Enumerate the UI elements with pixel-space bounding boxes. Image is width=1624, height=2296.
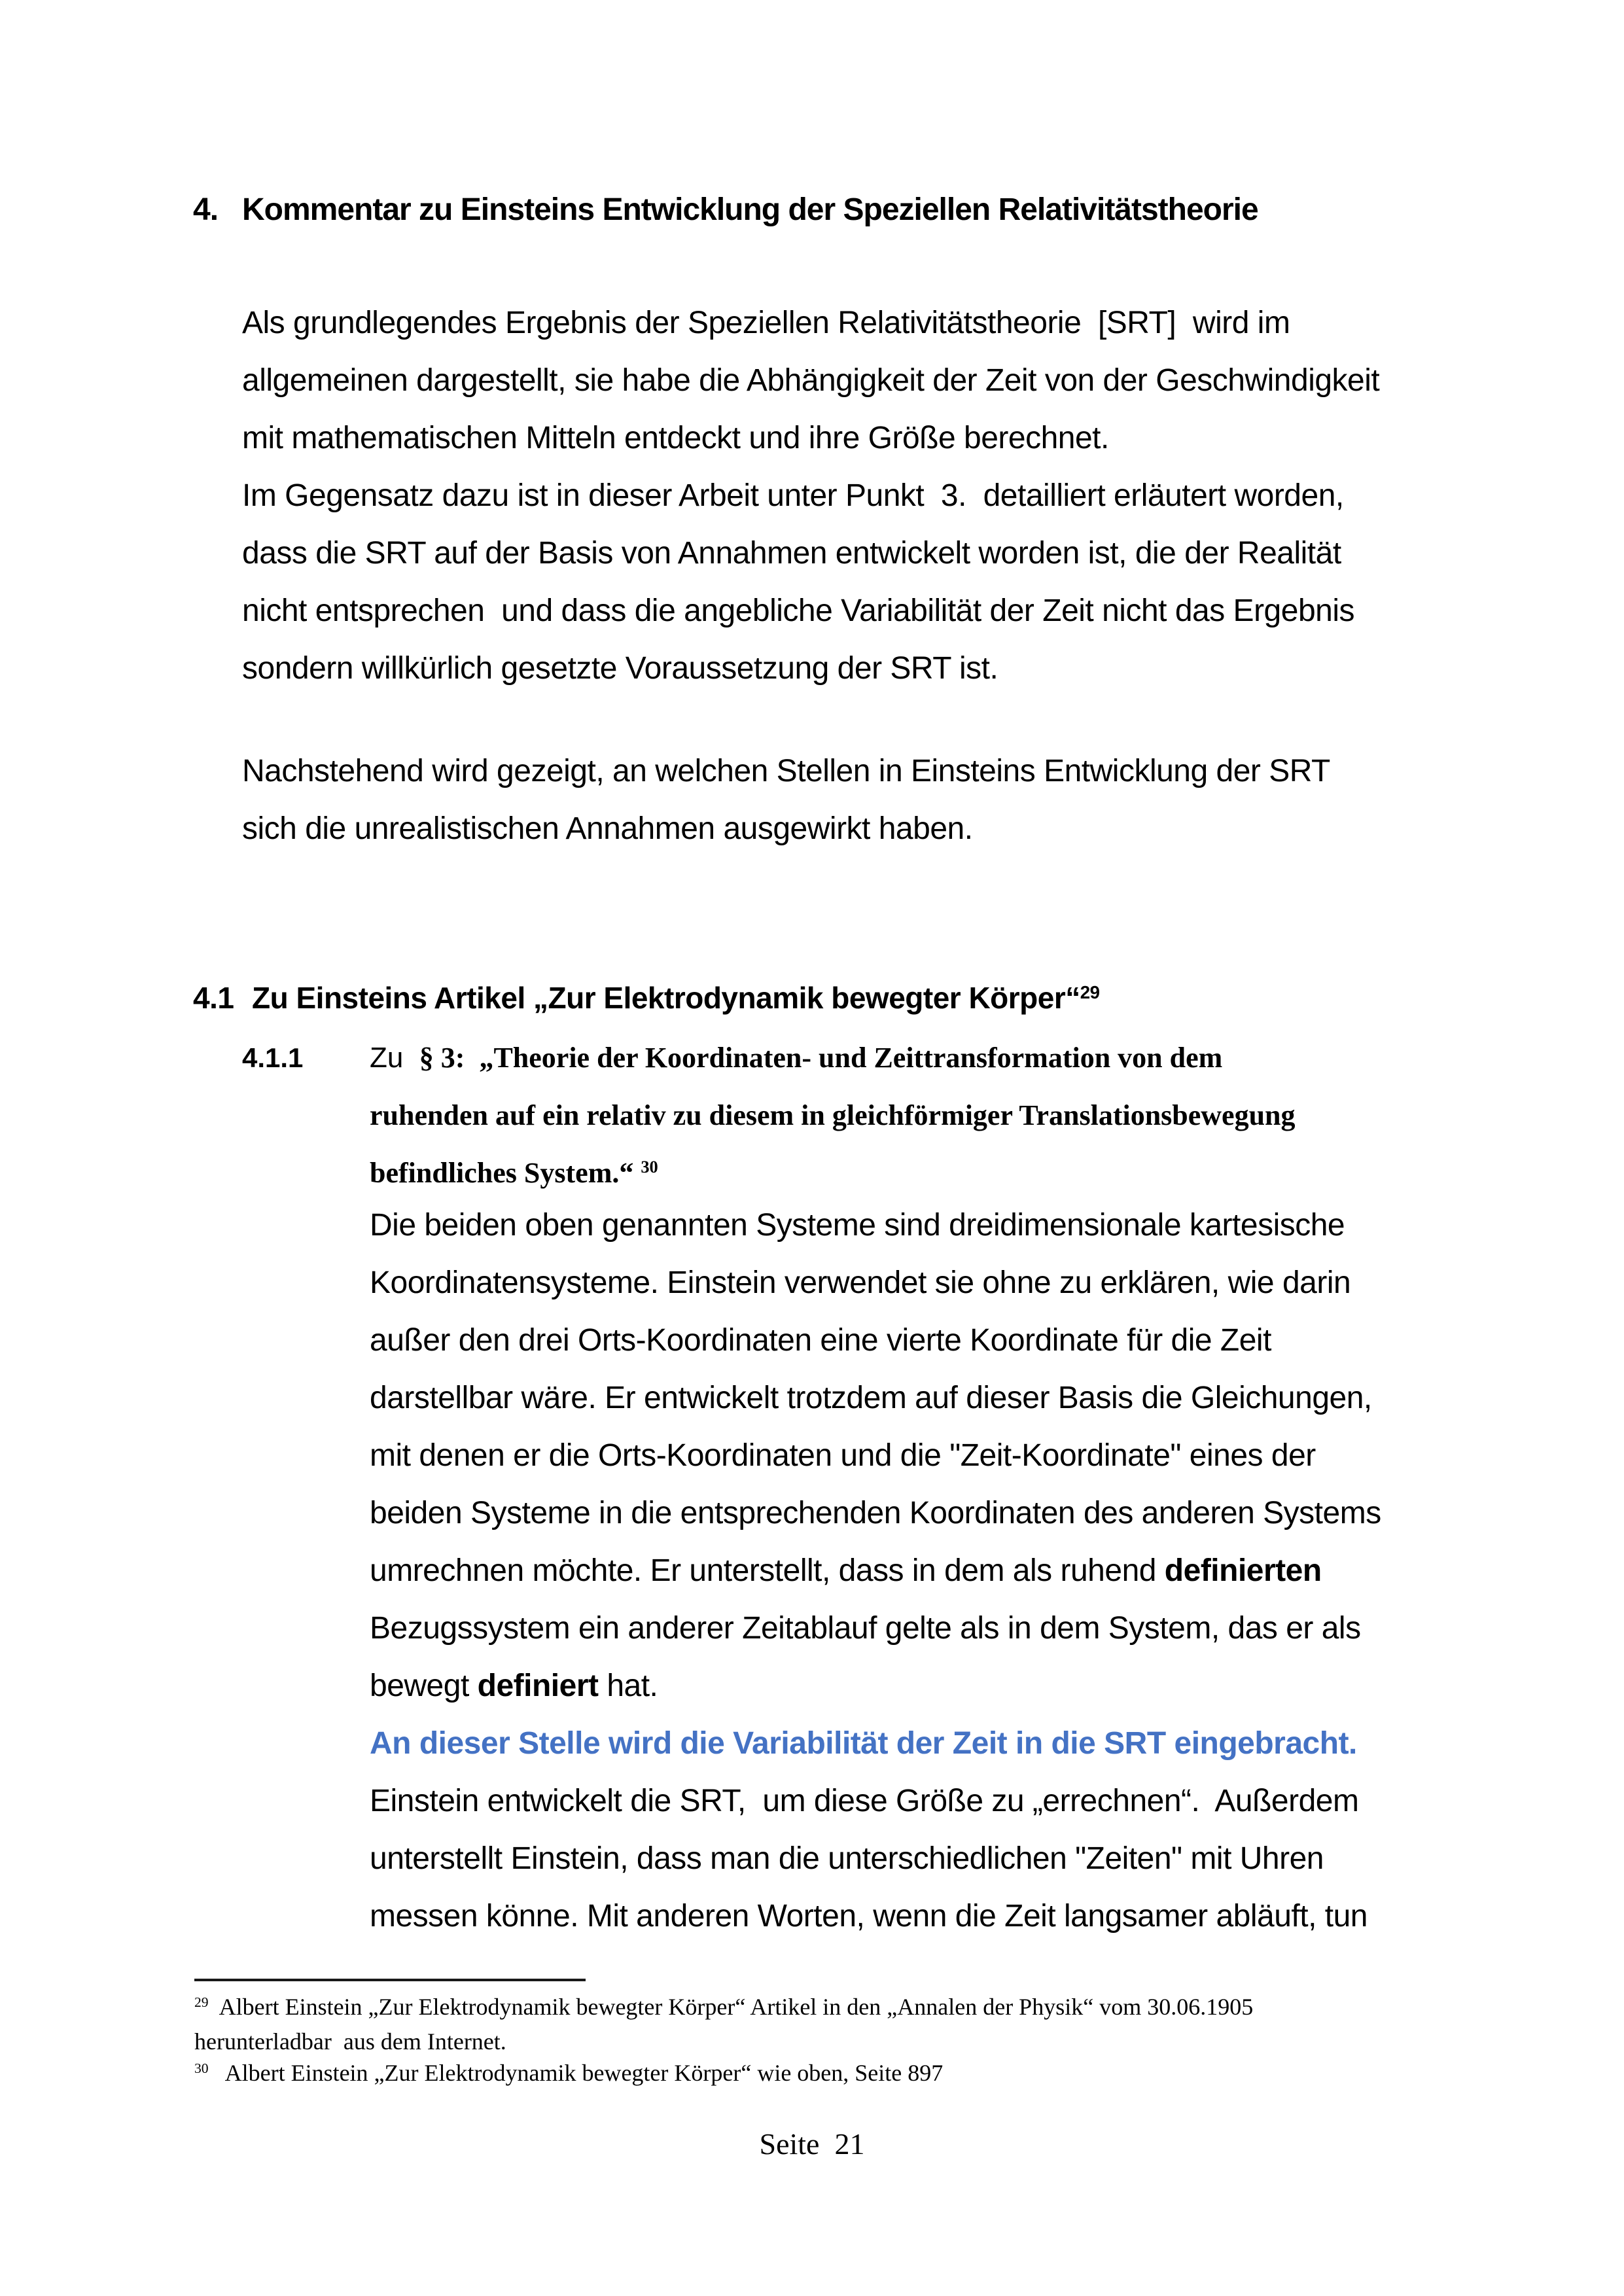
text-segment: hat. — [598, 1669, 658, 1703]
text-line: dass die SRT auf der Basis von Annahmen entwickelt worden ist, die der Realität — [242, 536, 1341, 571]
section-title: Kommentar zu Einsteins Entwicklung der Speziellen Relativitätstheorie — [242, 192, 1258, 227]
text-segment: 29 — [194, 1994, 209, 2011]
text-segment: definierten — [1164, 1553, 1322, 1588]
page-number: Seite 21 — [759, 2127, 865, 2161]
text-line: darstellbar wäre. Er entwickelt trotzdem auf dieser Basis die Gleichungen, — [370, 1381, 1372, 1415]
text-segment: definiert — [477, 1669, 599, 1703]
text-segment: § 3: „Theorie der Koordinaten- und Zeittransformation von dem — [419, 1042, 1223, 1074]
heading-text — [370, 1029, 1222, 1087]
text-line: mit mathematischen Mitteln entdeckt und ihre Größe berechnet. — [242, 421, 1109, 455]
text-line — [194, 2057, 1253, 2092]
section-title — [252, 969, 1099, 1031]
text-segment: 29 — [1080, 981, 1100, 1002]
paragraph-intro — [242, 294, 1379, 698]
section-heading-4-1-1 — [242, 1029, 1296, 1205]
text-line: sich die unrealistischen Annahmen ausgewirkt haben. — [242, 811, 973, 846]
text-segment: 30 — [194, 2060, 209, 2077]
text-segment: 30 — [641, 1157, 658, 1177]
text-line: Als grundlegendes Ergebnis der Speziellen Relativitätstheorie [SRT] wird im — [242, 306, 1290, 340]
section-number: 4.1 — [193, 981, 234, 1015]
paragraph-commentary — [370, 1197, 1381, 1945]
text-segment: Zu — [370, 1042, 419, 1074]
text-line: Koordinatensysteme. Einstein verwendet sie ohne zu erklären, wie darin — [370, 1265, 1351, 1300]
text-line: Nachstehend wird gezeigt, an welchen Stellen in Einsteins Entwicklung der SRT — [242, 754, 1330, 788]
text-segment: befindliches System.“ — [370, 1157, 641, 1189]
text-segment: bewegt — [370, 1669, 478, 1703]
text-segment: herunterladbar aus dem Internet. — [194, 2028, 506, 2055]
text-segment: Albert Einstein „Zur Elektrodynamik bewegter Körper“ wie oben, Seite 897 — [208, 2060, 944, 2086]
text-line — [194, 1991, 1253, 2026]
paragraph-overview — [242, 743, 1330, 858]
text-segment: umrechnen möchte. Er unterstellt, dass in dem als ruhend — [370, 1553, 1165, 1588]
text-line: Die beiden oben genannten Systeme sind dreidimensionale kartesische — [370, 1208, 1345, 1243]
heading-line: ruhenden auf ein relativ zu diesem in gleichförmiger Translationsbewegung — [370, 1099, 1296, 1131]
text-line: unterstellt Einstein, dass man die unterschiedlichen "Zeiten" mit Uhren — [370, 1841, 1324, 1876]
text-line: messen könne. Mit anderen Worten, wenn die Zeit langsamer abläuft, tun — [370, 1899, 1368, 1934]
section-heading-4 — [193, 181, 1258, 239]
section-heading-4-1 — [193, 969, 1099, 1031]
text-line — [370, 1542, 1381, 1600]
section-number: 4. — [193, 192, 219, 227]
text-segment: Albert Einstein „Zur Elektrodynamik bewegter Körper“ Artikel in den „Annalen der Physik“ vom 30.06.1905 — [208, 1994, 1254, 2020]
text-line — [194, 2026, 1253, 2057]
text-line: sondern willkürlich gesetzte Voraussetzung der SRT ist. — [242, 651, 998, 686]
text-line: außer den drei Orts-Koordinaten eine vierte Koordinate für die Zeit — [370, 1323, 1271, 1358]
text-line: beiden Systeme in die entsprechenden Koordinaten des anderen Systems — [370, 1496, 1381, 1530]
footnotes — [194, 1991, 1253, 2092]
text-segment: An dieser Stelle wird die Variabilität der Zeit in die SRT eingebracht. — [370, 1726, 1357, 1761]
section-number: 4.1.1 — [242, 1042, 304, 1073]
text-line: mit denen er die Orts-Koordinaten und die "Zeit-Koordinate" eines der — [370, 1438, 1316, 1473]
text-segment: Zu Einsteins Artikel „Zur Elektrodynamik bewegter Körper“ — [252, 981, 1080, 1015]
text-line — [370, 1657, 1381, 1715]
text-line: Im Gegensatz dazu ist in dieser Arbeit unter Punkt 3. detailliert erläutert worden, — [242, 478, 1344, 513]
text-line: Einstein entwickelt die SRT, um diese Größe zu „errechnen“. Außerdem — [370, 1784, 1359, 1818]
heading-line — [242, 1029, 1296, 1087]
text-line — [370, 1715, 1381, 1773]
footnote-separator — [194, 1979, 586, 1981]
text-line: nicht entsprechen und dass die angebliche Variabilität der Zeit nicht das Ergebnis — [242, 593, 1354, 628]
text-line: Bezugssystem ein anderer Zeitablauf gelte als in dem System, das er als — [370, 1611, 1361, 1646]
text-line: allgemeinen dargestellt, sie habe die Abhängigkeit der Zeit von der Geschwindigkeit — [242, 363, 1380, 398]
